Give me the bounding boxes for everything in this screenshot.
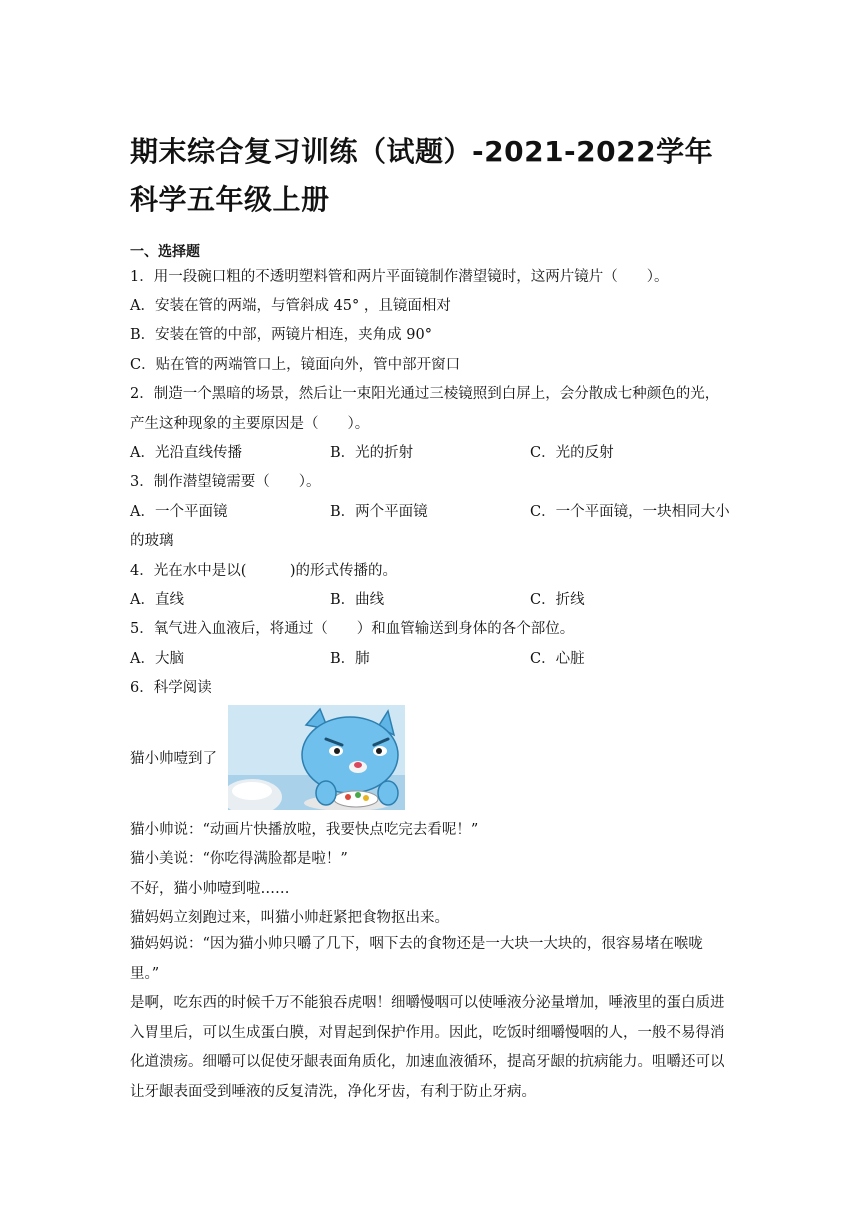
reading-line-4: 猫妈妈立刻跑过来，叫猫小帅赶紧把食物抠出来。 (130, 910, 449, 926)
question-2-option-c: C．光的反射 (530, 445, 614, 461)
question-4-option-a: A．直线 (130, 592, 184, 608)
question-4-option-c: C．折线 (530, 592, 585, 608)
reading-caption: 猫小帅噎到了 (130, 751, 217, 767)
question-5-option-b: B．肺 (330, 651, 370, 667)
reading-line-3: 不好，猫小帅噎到啦…… (130, 881, 290, 897)
question-3-option-b: B．两个平面镜 (330, 504, 428, 520)
reading-line-1: 猫小帅说：“动画片快播放啦，我要快点吃完去看呢！” (130, 822, 479, 838)
question-3-stem: 3．制作潜望镜需要（ ）。 (130, 474, 321, 490)
question-5-option-a: A．大脑 (130, 651, 184, 667)
question-4-stem: 4．光在水中是以( )的形式传播的。 (130, 563, 398, 579)
question-2-option-a: A．光沿直线传播 (130, 445, 242, 461)
reading-line-2: 猫小美说：“你吃得满脸都是啦！” (130, 851, 348, 867)
question-3-option-c-continued: 的玻璃 (130, 533, 174, 549)
question-1-option-c: C．贴在管的两端管口上，镜面向外，管中部开窗口 (130, 357, 461, 373)
cartoon-cat-eating-icon (228, 705, 405, 810)
question-4-option-b: B．曲线 (330, 592, 385, 608)
question-1-option-a: A．安装在管的两端，与管斜成 45° ，且镜面相对 (130, 298, 451, 314)
question-6-stem: 6．科学阅读 (130, 680, 212, 696)
question-3-option-a: A．一个平面镜 (130, 504, 228, 520)
question-2-stem: 2．制造一个黑暗的场景，然后让一束阳光通过三棱镜照到白屏上，会分散成七种颜色的光，产生这种现象的主要原因是（ ）。 (130, 386, 720, 432)
reading-paragraph-1: 猫妈妈说：“因为猫小帅只嚼了几下，咽下去的食物还是一大块一大块的，很容易堵在喉咙里。” (130, 936, 703, 982)
question-5-option-c: C．心脏 (530, 651, 585, 667)
question-5-stem: 5．氧气进入血液后，将通过（ ）和血管输送到身体的各个部位。 (130, 621, 575, 637)
question-1-option-b: B．安装在管的中部，两镜片相连，夹角成 90° (130, 327, 432, 343)
section-heading: 一、选择题 (130, 244, 200, 260)
reading-paragraph-2: 是啊，吃东西的时候千万不能狼吞虎咽！细嚼慢咽可以使唾液分泌量增加，唾液里的蛋白质进入胃里后，可以生成蛋白膜，对胃起到保护作用。因此，吃饭时细嚼慢咽的人，一般不易得消化道溃疡。细嚼可以促使牙龈表面角质化，加速血液循环，提高牙龈的抗病能力。咀嚼还可以让牙龈表面受到唾液的反复清洗，净化牙齿，有利于防止牙病。 (130, 995, 725, 1100)
question-3-option-c: C．一个平面镜，一块相同大小 (530, 504, 730, 520)
page-title: 期末综合复习训练（试题）-2021-2022学年科学五年级上册 (130, 135, 714, 216)
question-1-stem: 1．用一段碗口粗的不透明塑料管和两片平面镜制作潜望镜时，这两片镜片（ ）。 (130, 269, 669, 285)
question-2-option-b: B．光的折射 (330, 445, 414, 461)
